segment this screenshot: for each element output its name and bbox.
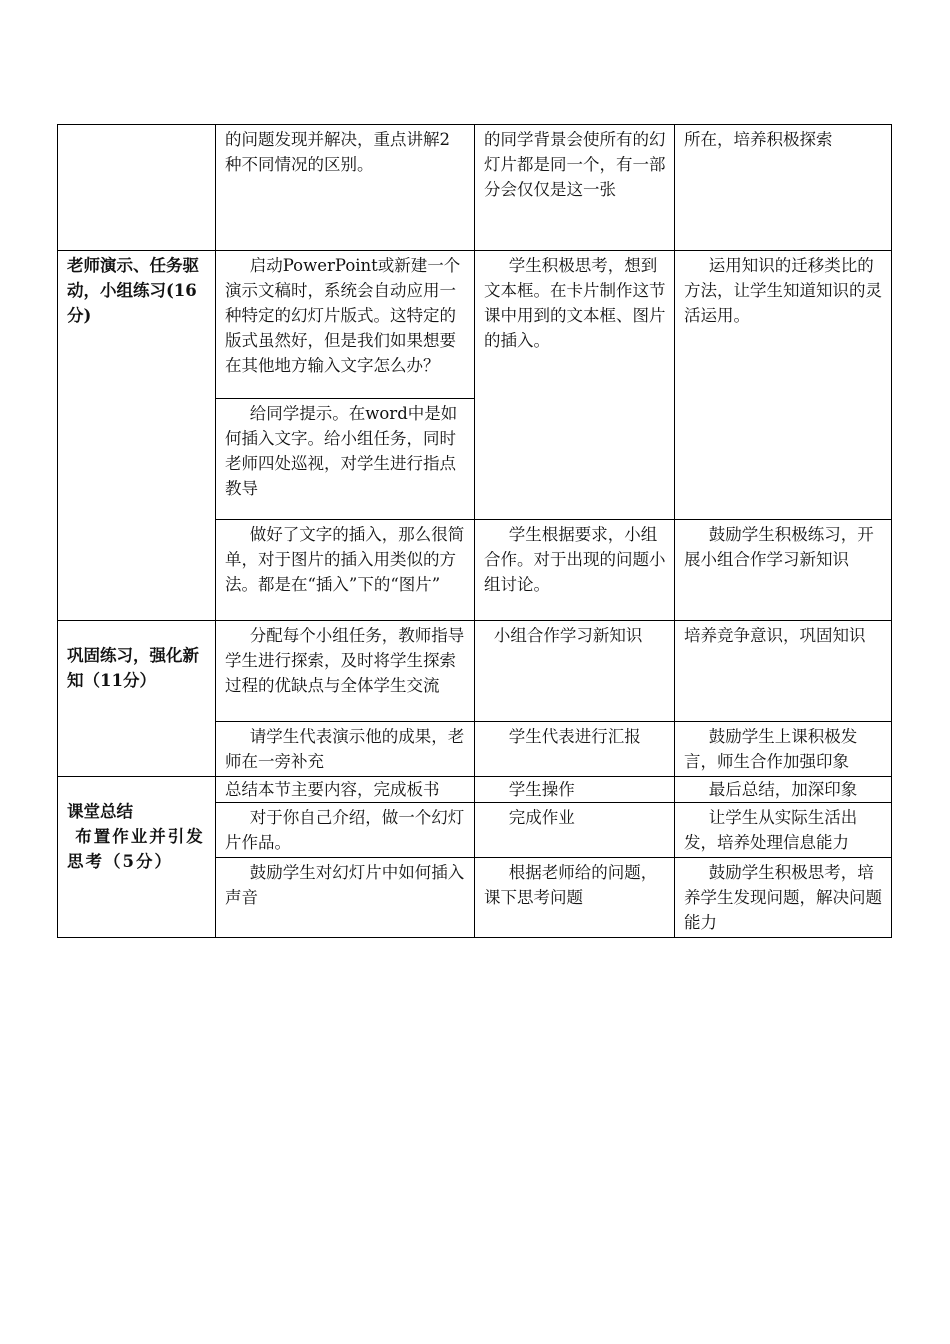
purpose-cell: 鼓励学生积极练习，开展小组合作学习新知识 [675, 520, 892, 621]
student-activity-cell: 的同学背景会使所有的幻灯片都是同一个，有一部分会仅仅是这一张 [475, 125, 675, 251]
student-activity-cell: 学生根据要求，小组合作。对于出现的问题小组讨论。 [475, 520, 675, 621]
stage-subtitle: 布置作业并引发思考（5分） [67, 827, 205, 871]
table-row [58, 251, 892, 399]
purpose-cell: 所在，培养积极探索 [675, 125, 892, 251]
teacher-activity-cell: 总结本节主要内容，完成板书 [216, 777, 475, 803]
teacher-activity-cell: 鼓励学生对幻灯片中如何插入声音 [216, 858, 475, 938]
teacher-activity-cell: 给同学提示。在word中是如何插入文字。给小组任务，同时老师四处巡视，对学生进行指点教导 [216, 399, 475, 520]
student-activity-cell: 完成作业 [475, 803, 675, 858]
purpose-cell: 鼓励学生上课积极发言，师生合作加强印象 [675, 722, 892, 777]
student-activity-cell: 学生操作 [475, 777, 675, 803]
teacher-activity-cell: 启动PowerPoint或新建一个演示文稿时，系统会自动应用一种特定的幻灯片版式。这特定的版式虽然好，但是我们如果想要在其他地方输入文字怎么办？ [216, 251, 475, 399]
student-activity-cell: 学生积极思考，想到文本框。在卡片制作这节课中用到的文本框、图片的插入。 [475, 251, 675, 520]
student-activity-cell: 学生代表进行汇报 [475, 722, 675, 777]
stage-cell-practice: 巩固练习，强化新知（11分） [58, 621, 216, 777]
student-activity-cell: 根据老师给的问题，课下思考问题 [475, 858, 675, 938]
student-activity-cell: 小组合作学习新知识 [475, 621, 675, 722]
teacher-activity-cell: 做好了文字的插入，那么很简单，对于图片的插入用类似的方法。都是在“插入”下的“图片” [216, 520, 475, 621]
stage-cell-demo: 老师演示、任务驱动，小组练习(16分) [58, 251, 216, 621]
purpose-cell: 鼓励学生积极思考，培养学生发现问题，解决问题能力 [675, 858, 892, 938]
stage-cell-empty [58, 125, 216, 251]
stage-cell-summary [58, 777, 216, 938]
purpose-cell: 培养竞争意识，巩固知识 [675, 621, 892, 722]
table-row [58, 621, 892, 722]
lesson-plan-page [57, 124, 891, 938]
teacher-activity-cell: 请学生代表演示他的成果，老师在一旁补充 [216, 722, 475, 777]
teacher-activity-cell: 对于你自己介绍，做一个幻灯片作品。 [216, 803, 475, 858]
teacher-activity-cell: 的问题发现并解决，重点讲解2种不同情况的区别。 [216, 125, 475, 251]
table-row [58, 777, 892, 803]
purpose-cell: 运用知识的迁移类比的方法，让学生知道知识的灵活运用。 [675, 251, 892, 520]
purpose-cell: 最后总结，加深印象 [675, 777, 892, 803]
teacher-activity-cell: 分配每个小组任务，教师指导学生进行探索，及时将学生探索过程的优缺点与全体学生交流 [216, 621, 475, 722]
purpose-cell: 让学生从实际生活出发，培养处理信息能力 [675, 803, 892, 858]
lesson-plan-table [57, 124, 892, 938]
table-row [58, 125, 892, 251]
stage-title: 课堂总结 [67, 802, 133, 821]
